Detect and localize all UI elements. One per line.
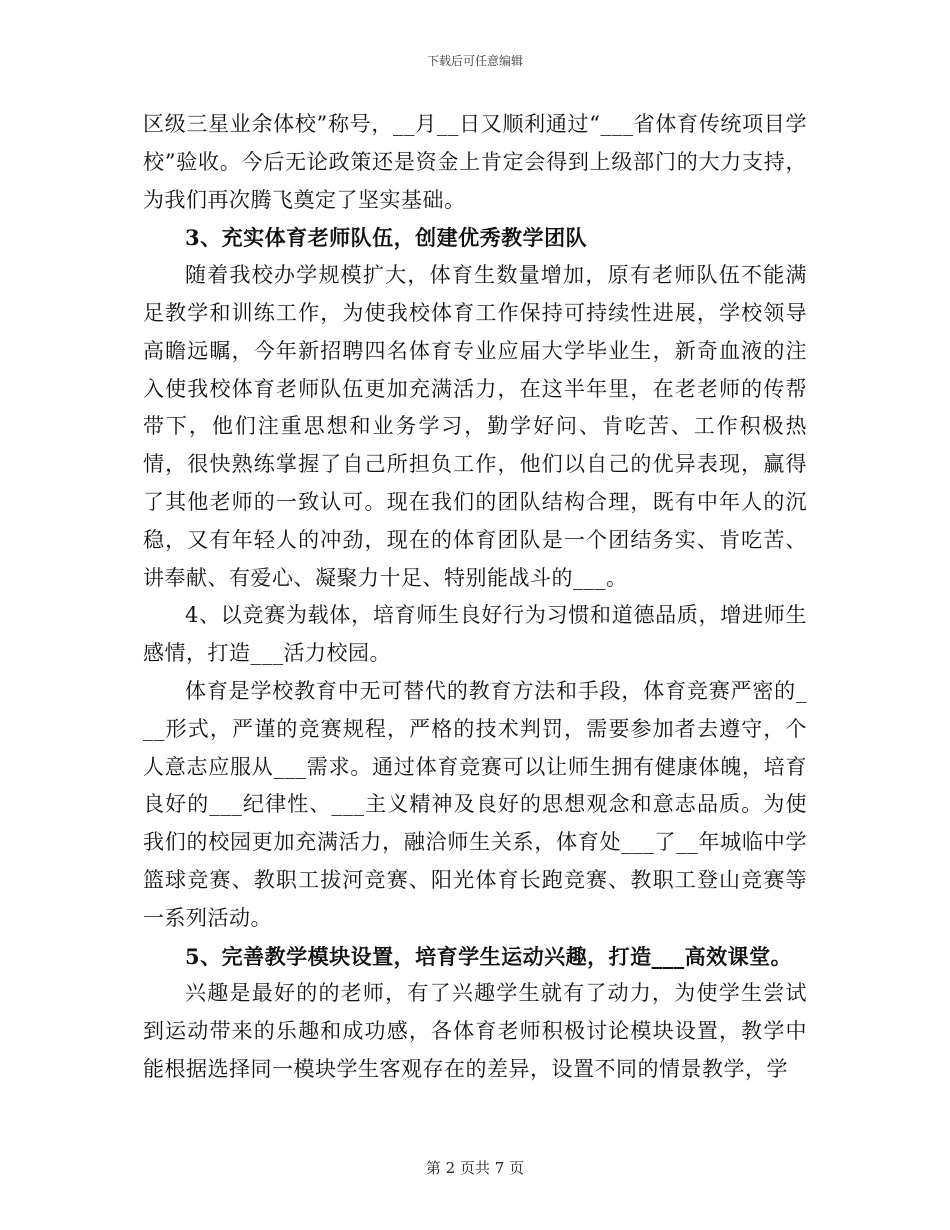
section-heading-5: 5、完善教学模块设置，培育学生运动兴趣，打造___高效课堂。 <box>185 943 793 969</box>
section-heading-3: 3、充实体育老师队伍，创建优秀教学团队 <box>185 225 588 251</box>
paragraph-continuation: 区级三星业余体校”称号，__月__日又顺利通过“___省体育传统项目学校”验收。今后无论政策还是资金上肯定会得到上级部门的大力支持，为我们再次腾飞奠定了坚实基础。 <box>143 112 807 212</box>
document-body <box>143 106 807 1089</box>
section-heading-4: 4、以竞赛为载体，培育师生良好行为习惯和道德品质，增进师生感情，打造___活力校园。 <box>143 603 807 666</box>
page-number: 第 2 页共 7 页 <box>425 1159 525 1177</box>
paragraph-interest: 兴趣是最好的的老师，有了兴趣学生就有了动力，为使学生尝试到运动带来的乐趣和成功感，各体育老师积极讨论模块设置，教学中能根据选择同一模块学生客观存在的差异，设置不同的情景教学，学 <box>143 981 807 1081</box>
page-header: 下载后可任意编辑 <box>426 54 523 68</box>
paragraph-teacher-team: 随着我校办学规模扩大，体育生数量增加，原有老师队伍不能满足教学和训练工作，为使我校体育工作保持可持续性进展，学校领导高瞻远瞩，今年新招聘四名体育专业应届大学毕业生，新奇血液的注入使我校体育老师队伍更加充满活力，在这半年里，在老老师的传帮带下，他们注重思想和业务学习，勤学好问、肯吃苦、工作积极热情，很快熟练掌握了自己所担负工作，他们以自己的优异表现，赢得了其他老师的一致认可。现在我们的团队结构合理，既有中年人的沉稳，又有年轻人的冲劲，现在的体育团队是一个团结务实、肯吃苦、讲奉献、有爱心、凝聚力十足、特别能战斗的___。 <box>143 263 807 590</box>
paragraph-sports-competition: 体育是学校教育中无可替代的教育方法和手段，体育竞赛严密的___形式，严谨的竞赛规程，严格的技术判罚，需要参加者去遵守，个人意志应服从___需求。通过体育竞赛可以让师生拥有健康体魄，培育良好的___纪律性、___主义精神及良好的思想观念和意志品质。为使我们的校园更加充满活力，融洽师生关系，体育处___了__年城临中学篮球竞赛、教职工拔河竞赛、阳光体育长跑竞赛、教职工登山竞赛等一系列活动。 <box>143 678 807 930</box>
